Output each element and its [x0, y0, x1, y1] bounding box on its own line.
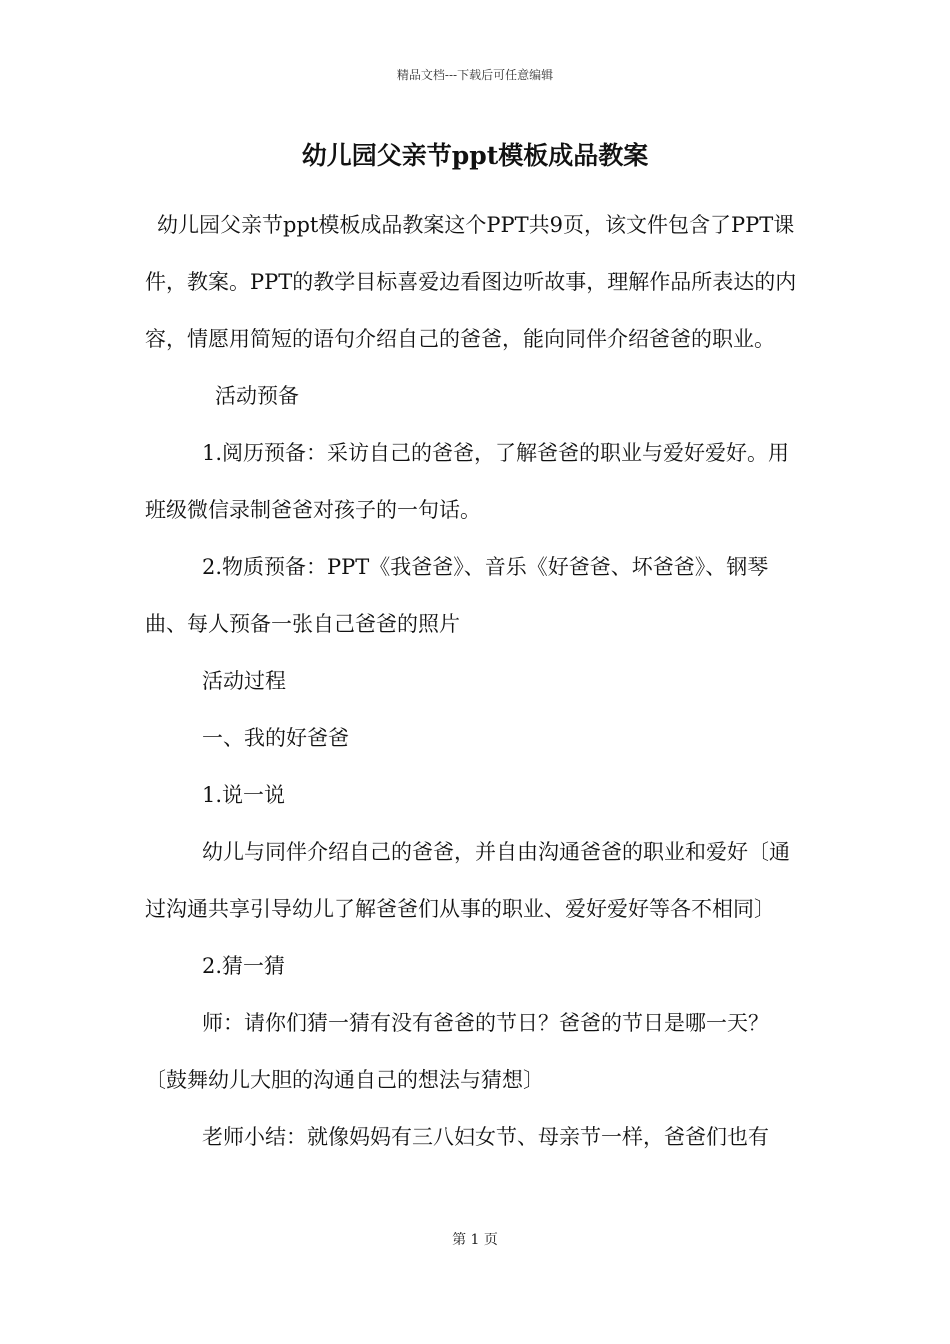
page-footer: 第 1 页	[452, 1232, 498, 1248]
intro-text: 幼儿园父亲节ppt模板成品教案这个PPT共9页，该文件包含了PPT课件，教案。PPT的教学目标喜爱边看图边听故事，理解作品所表达的内容，情愿用简短的语句介绍自己的爸爸，能向同伴介绍爸爸的职业。	[145, 213, 797, 351]
section-heading: 一、我的好爸爸	[202, 726, 349, 750]
intro-paragraph	[145, 197, 807, 425]
document-title: 幼儿园父亲节ppt模板成品教案	[301, 141, 649, 170]
paragraph: 老师小结：就像妈妈有三八妇女节、母亲节一样，爸爸们也有	[202, 1125, 769, 1149]
document-body	[145, 197, 807, 1166]
section-heading: 活动过程	[202, 669, 286, 693]
subsection-heading: 2.猜一猜	[202, 954, 286, 978]
paragraph: 师：请你们猜一猜有没有爸爸的节日？爸爸的节日是哪一天？〔鼓舞幼儿大胆的沟通自己的想法与猜想〕	[145, 1011, 769, 1092]
page-header: 精品文档---下载后可任意编辑	[396, 68, 554, 82]
paragraph: 幼儿与同伴介绍自己的爸爸，并自由沟通爸爸的职业和爱好〔通过沟通共享引导幼儿了解爸爸们从事的职业、爱好爱好等各不相同〕	[145, 840, 790, 921]
paragraph: 2.物质预备：PPT《我爸爸》、音乐《好爸爸、坏爸爸》、钢琴曲、每人预备一张自己爸爸的照片	[145, 555, 769, 636]
subsection-heading: 1.说一说	[202, 783, 286, 807]
intro-section-heading: 活动预备	[215, 384, 299, 408]
paragraph: 1.阅历预备：采访自己的爸爸，了解爸爸的职业与爱好爱好。用班级微信录制爸爸对孩子的一句话。	[145, 441, 790, 522]
